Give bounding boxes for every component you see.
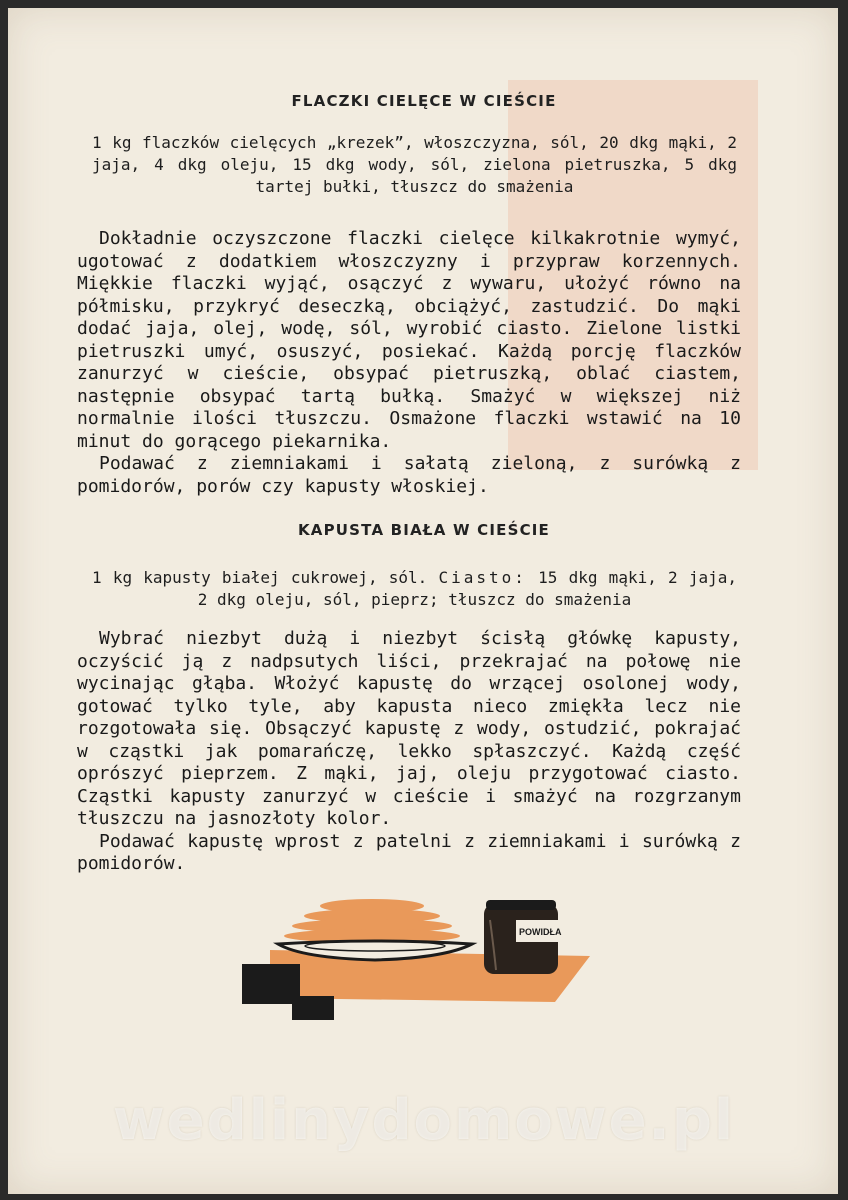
recipe1-instructions bbox=[77, 228, 741, 498]
fried-slices bbox=[284, 899, 460, 943]
plate-and-jar-illustration bbox=[240, 890, 600, 1030]
recipe1-ingredients: 1 kg flaczków cielęcych „krezek”, włoszczyzna, sól, 20 dkg mąki, 2 jaja, 4 dkg oleju, 15 dkg wody, sól, zielona pietruszka, 5 dkg tartej bułki, tłuszcz do smażenia bbox=[92, 133, 737, 196]
recipe1-paragraph1: Dokładnie oczyszczone flaczki cielęce kilkakrotnie wymyć, ugotować z dodatkiem włoszczyzny i przypraw korzennych. Miękkie flaczki wyjąć, osączyć z wywaru, ułożyć równo na półmisku, przykryć deseczką, obciążyć, zastudzić. Do mąki dodać jaja, olej, wodę, sól, wyrobić ciasto. Zielone listki pietruszki umyć, osuszyć, posiekać. Każdą porcję flaczków zanurzyć w cieście, obsypać pietruszką, oblać ciastem, następnie obsypać tartą bułką. Smażyć w większej niż normalnie ilości tłuszczu. Osmażone flaczki wstawić na 10 minut do gorącego piekarnika. bbox=[77, 228, 741, 452]
recipe1-title: FLACZKI CIELĘCE W CIEŚCIE bbox=[291, 92, 557, 110]
recipe2-ingredients-label: Ciasto: bbox=[438, 568, 527, 587]
food-illustration bbox=[240, 890, 600, 1034]
dark-block-right bbox=[292, 996, 334, 1020]
watermark: wedlinydomowe.pl bbox=[112, 1088, 736, 1153]
dark-block-left bbox=[242, 964, 300, 1004]
recipe2-paragraph2: Podawać kapustę wprost z patelni z ziemniakami i surówką z pomidorów. bbox=[77, 830, 741, 874]
recipe2-paragraph1: Wybrać niezbyt dużą i niezbyt ścisłą główkę kapusty, oczyścić ją z nadpsutych liści, przekrajać na połowę nie wycinając głąba. Włożyć kapustę do wrzącej osolonej wody, gotować tylko tyle, aby kapusta nieco zmiękła lecz nie rozgotowała się. Obsączyć kapustę z wody, ostudzić, pokrajać w cząstki jak pomarańczę, lekko spłaszczyć. Każdą część oprószyć pieprzem. Z mąki, jaj, oleju przygotować ciasto. Cząstki kapusty zanurzyć w cieście i smażyć na rozgrzanym tłuszczu na jasnozłoty kolor. bbox=[77, 628, 741, 829]
jar-label: POWIDŁA bbox=[519, 927, 562, 937]
recipe2-instructions bbox=[77, 628, 741, 876]
recipe2-ingredients-part2: 15 dkg mąki, 2 jaja, 2 dkg oleju, sól, pieprz; tłuszcz do smażenia bbox=[197, 568, 738, 609]
recipe2-title: KAPUSTA BIAŁA W CIEŚCIE bbox=[297, 521, 551, 539]
recipe1-paragraph2: Podawać z ziemniakami i sałatą zieloną, z surówką z pomidorów, porów czy kapusty włoskiej. bbox=[77, 453, 741, 497]
recipe2-ingredients bbox=[92, 567, 737, 611]
jam-jar-icon bbox=[484, 900, 558, 974]
recipe2-ingredients-part1: 1 kg kapusty białej cukrowej, sól. bbox=[92, 568, 428, 587]
